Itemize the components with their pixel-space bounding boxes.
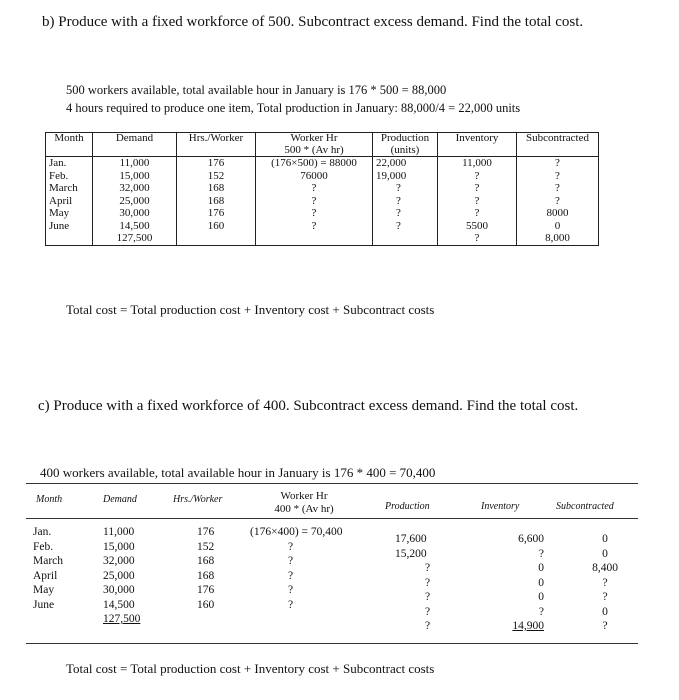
header-bottom-border bbox=[26, 518, 638, 519]
c-sub-total: ? bbox=[602, 620, 608, 632]
part-b-table bbox=[45, 132, 599, 246]
col-production: 22,000 19,000 ? ? ? ? bbox=[373, 157, 438, 246]
header-hrs: Hrs./Worker bbox=[173, 494, 223, 505]
col-inventory: 11,000 ? ? ? ? 5500 ? bbox=[438, 157, 517, 246]
header-worker-hr: Worker Hr 500 * (Av hr) bbox=[256, 133, 373, 157]
sub-total: 8,000 bbox=[545, 232, 570, 244]
demand-total: 127,500 bbox=[116, 232, 153, 244]
table-bottom-border bbox=[26, 643, 638, 644]
part-c-line1: 400 workers available, total available hour in January is 176 * 400 = 70,400 bbox=[40, 465, 436, 480]
c-col-month: Jan. Feb. March April May June bbox=[33, 526, 64, 611]
c-col-hrs: 176 152 168 168 176 160 bbox=[197, 526, 215, 611]
col-subcontracted: ? ? ? ? 8000 0 8,000 bbox=[517, 157, 599, 246]
col-demand: 11,000 15,000 32,000 25,000 30,000 14,500 127,500 bbox=[93, 157, 177, 246]
header-month: Month bbox=[46, 133, 93, 157]
header-demand: Demand bbox=[93, 133, 177, 157]
c-col-demand: 11,000 15,000 32,000 25,000 30,000 14,500 127,500 bbox=[103, 526, 141, 625]
part-b-heading: b) Produce with a fixed workforce of 500. Subcontract excess demand. Find the total cost. bbox=[42, 14, 584, 30]
col-month: Jan. Feb. March April May June bbox=[46, 157, 93, 246]
part-b-line1: 500 workers available, total available hour in January is 176 * 500 = 88,000 bbox=[66, 83, 447, 97]
col-worker-hr: (176×500) = 88000 76000 ? ? ? ? bbox=[256, 157, 373, 246]
part-b-total-cost: Total cost = Total production cost + Inventory cost + Subcontract costs bbox=[66, 302, 435, 317]
part-b-line2: 4 hours required to produce one item, Total production in January: 88,000/4 = 22,000 units bbox=[66, 101, 521, 115]
c-col-subcontracted: 0 0 8,400 ? ? 0 ? bbox=[585, 532, 625, 634]
header-subcontracted: Subcontracted bbox=[556, 501, 614, 512]
header-inventory: Inventory bbox=[481, 501, 520, 512]
c-demand-total: 127,500 bbox=[103, 613, 141, 625]
inventory-total: ? bbox=[474, 232, 480, 244]
table-top-border bbox=[26, 483, 638, 484]
part-c-total-cost: Total cost = Total production cost + Inventory cost + Subcontract costs bbox=[66, 661, 435, 676]
col-hrs: 176 152 168 168 176 160 bbox=[177, 157, 256, 246]
header-month: Month bbox=[36, 494, 63, 505]
header-subcontracted: Subcontracted bbox=[517, 133, 599, 157]
c-col-production: 17,600 15,200 ? ? ? ? ? bbox=[395, 533, 431, 632]
header-inventory: Inventory bbox=[438, 133, 517, 157]
header-production: Production bbox=[385, 501, 430, 512]
c-inventory-total: 14,900 bbox=[512, 620, 544, 632]
header-hrs: Hrs./Worker bbox=[177, 133, 256, 157]
header-production: Production (units) bbox=[373, 133, 438, 157]
table-body bbox=[46, 157, 599, 246]
table-header-row bbox=[46, 133, 599, 157]
c-col-inventory: 6,600 ? 0 0 0 ? 14,900 bbox=[490, 532, 544, 634]
part-c-heading: c) Produce with a fixed workforce of 400. Subcontract excess demand. Find the total cost. bbox=[38, 398, 579, 414]
header-worker-hr: Worker Hr 400 * (Av hr) bbox=[274, 490, 334, 515]
header-demand: Demand bbox=[103, 494, 137, 505]
c-col-worker-hr: (176×400) = 70,400 ? ? ? ? ? bbox=[250, 526, 343, 611]
